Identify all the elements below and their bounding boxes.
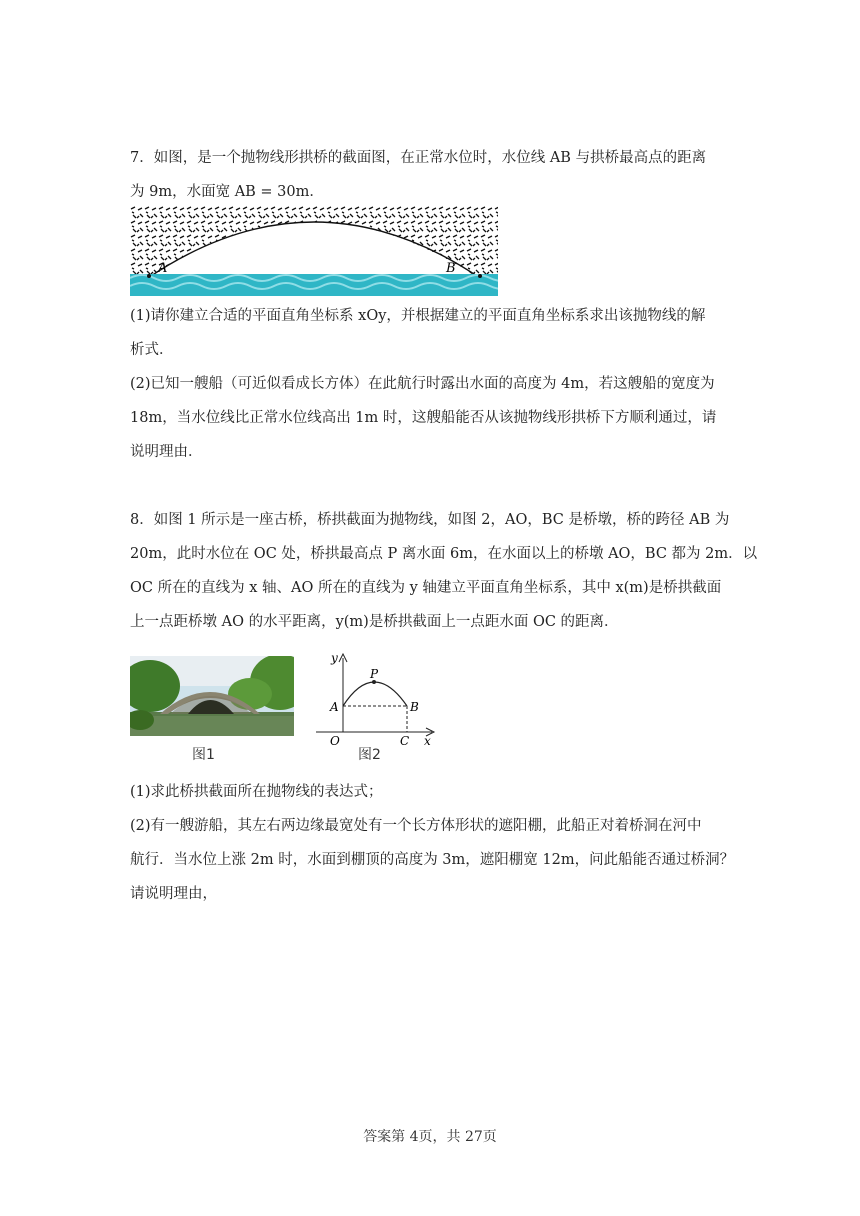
q8-line4: 上一点距桥墩 AO 的水平距离，y(m)是桥拱截面上一点距水面 OC 的距离． bbox=[130, 614, 619, 630]
y-axis-label: y bbox=[331, 651, 338, 665]
point-b-label: B bbox=[410, 700, 419, 714]
ancient-bridge-photo bbox=[130, 656, 294, 736]
figure1-caption: 图1 bbox=[192, 747, 215, 763]
q8-part2-line1: (2)有一艘游船，其左右两边缘最宽处有一个长方体形状的遮阳棚，此船正对着桥洞在河中 bbox=[130, 818, 702, 834]
q7-part2-line1: (2)已知一艘船（可近似看成长方体）在此航行时露出水面的高度为 4m，若这艘船的宽度为 bbox=[130, 376, 715, 392]
point-a-label: A bbox=[158, 261, 168, 276]
q7-line1: 7．如图，是一个抛物线形拱桥的截面图，在正常水位时，水位线 AB 与拱桥最高点的距离 bbox=[130, 150, 707, 166]
point-p-label: P bbox=[370, 667, 379, 681]
q8-part2-line2: 航行．当水位上涨 2m 时，水面到棚顶的高度为 3m，遮阳棚宽 12m，问此船能否通过桥洞？ bbox=[130, 852, 735, 868]
q8-line1: 8．如图 1 所示是一座古桥，桥拱截面为抛物线，如图 2，AO，BC 是桥墩，桥的跨径 AB 为 bbox=[130, 512, 730, 528]
x-axis-label: x bbox=[424, 734, 431, 746]
q8-part1: (1)求此桥拱截面所在抛物线的表达式； bbox=[130, 784, 383, 800]
point-b-label: B bbox=[446, 261, 456, 276]
coordinate-diagram bbox=[312, 650, 442, 746]
q7-part1-line1: (1)请你建立合适的平面直角坐标系 xOy，并根据建立的平面直角坐标系求出该抛物线的解 bbox=[130, 308, 706, 324]
q8-part2-line3: 请说明理由， bbox=[130, 886, 217, 902]
arch-bridge-figure bbox=[130, 206, 498, 296]
point-c-label: C bbox=[400, 734, 410, 746]
q8-line2: 20m，此时水位在 OC 处，桥拱最高点 P 离水面 6m，在水面以上的桥墩 AO，BC 都为 2m．以 bbox=[130, 546, 758, 562]
q7-part1-line2: 析式． bbox=[130, 342, 174, 358]
point-a-label: A bbox=[330, 700, 339, 714]
origin-label: O bbox=[330, 734, 340, 746]
figure2-caption: 图2 bbox=[358, 747, 381, 763]
page-footer: 答案第 4页，共 27页 bbox=[363, 1129, 497, 1145]
q7-line2: 为 9m，水面宽 AB = 30m． bbox=[130, 184, 324, 200]
q8-line3: OC 所在的直线为 x 轴、AO 所在的直线为 y 轴建立平面直角坐标系，其中 x(m)是桥拱截面 bbox=[130, 580, 722, 596]
q7-part2-line2: 18m，当水位线比正常水位线高出 1m 时，这艘船能否从该抛物线形拱桥下方顺利通过，请 bbox=[130, 410, 717, 426]
q7-part2-line3: 说明理由． bbox=[130, 444, 203, 460]
